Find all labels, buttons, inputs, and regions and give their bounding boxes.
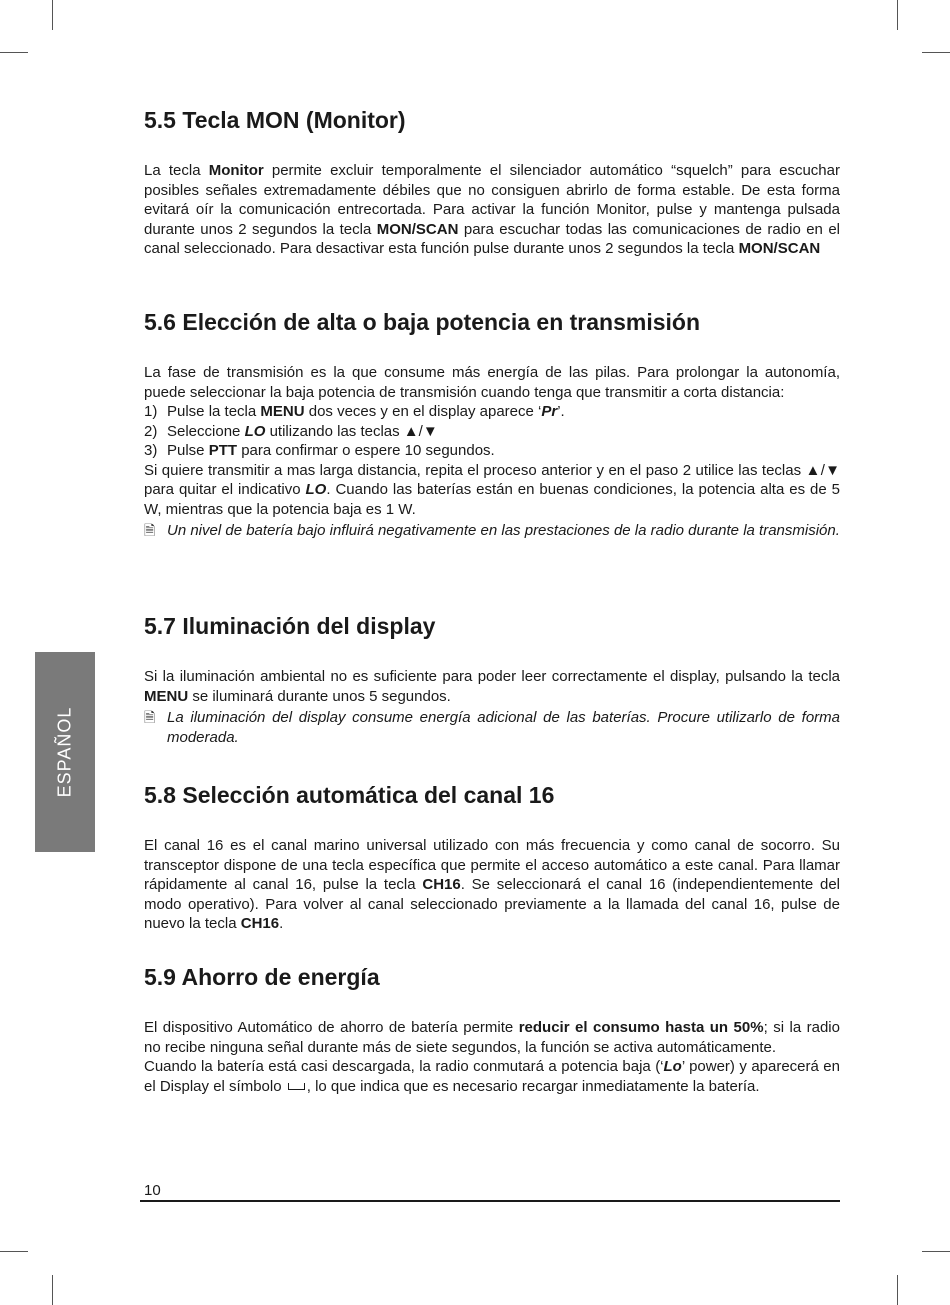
section-title: 5.9 Ahorro de energía	[144, 964, 380, 990]
section-title: 5.8 Selección automática del canal 16	[144, 782, 555, 808]
crop-mark-top-right-h	[922, 52, 950, 53]
crop-mark-bottom-left-h	[0, 1251, 28, 1252]
note	[144, 521, 840, 541]
section-title: 5.5 Tecla MON (Monitor)	[144, 107, 406, 133]
language-side-tab	[35, 652, 95, 852]
section-paragraph: Si quiere transmitir a mas larga distancia, repita el proceso anterior y en el paso 2 utilice las teclas ▲/▼ para quitar el indicativo LO. Cuando las baterías están en buenas condiciones, la potencia alta es de 5 W, mientras que la potencia baja es 1 W.	[144, 461, 840, 518]
section-paragraph: Cuando la batería está casi descargada, la radio conmutará a potencia baja (‘Lo’ power) y aparecerá en el Display el símbolo , lo que indica que es necesario recargar inmediatamente la batería.	[144, 1058, 840, 1095]
section-5-8	[144, 781, 840, 934]
list-item: 1) Pulse la tecla MENU dos veces y en el display aparece ‘Pr’.	[144, 403, 565, 420]
steps-list	[144, 402, 840, 461]
section-paragraph: El dispositivo Automático de ahorro de batería permite reducir el consumo hasta un 50%; si la radio no recibe ninguna señal durante más de siete segundos, la función se activa automáticamente.	[144, 1019, 840, 1056]
crop-mark-top-left-h	[0, 52, 28, 53]
note-page-icon: 🗎	[144, 709, 156, 725]
note-text: Un nivel de batería bajo influirá negativamente en las prestaciones de la radio durante la transmisión.	[167, 522, 840, 539]
note-text: La iluminación del display consume energía adicional de las baterías. Procure utilizarlo de forma moderada.	[167, 709, 840, 746]
section-5-5	[144, 106, 840, 259]
battery-low-icon	[288, 1083, 305, 1090]
page-number: 10	[144, 1182, 161, 1199]
section-5-7	[144, 612, 840, 747]
list-item: 2) Seleccione LO utilizando las teclas ▲/▼	[144, 422, 438, 440]
section-5-9	[144, 963, 840, 1096]
crop-mark-bottom-right-h	[922, 1251, 950, 1252]
language-label: ESPAÑOL	[54, 706, 75, 798]
section-paragraph: La tecla Monitor permite excluir temporalmente el silenciador automático “squelch” para escuchar posibles señales extremadamente débiles que no consiguen abrirlo de forma estable. De esta forma evitará oír la comunicación entrecortada. Para activar la función Monitor, pulse y mantenga pulsada durante unos 2 segundos la tecla MON/SCAN para escuchar todas las comunicaciones de radio en el canal seleccionado. Para desactivar esta función pulse durante unos 2 segundos la tecla MON/SCAN	[144, 162, 841, 257]
section-5-6	[144, 308, 840, 541]
section-title: 5.7 Iluminación del display	[144, 613, 436, 639]
section-paragraph: La fase de transmisión es la que consume más energía de las pilas. Para prolongar la autonomía, puede seleccionar la baja potencia de transmisión cuando tenga que transmitir a corta distancia:	[144, 364, 840, 401]
crop-mark-bottom-right-v	[897, 1275, 898, 1305]
crop-mark-bottom-left-v	[52, 1275, 53, 1305]
footer-rule	[140, 1200, 840, 1202]
section-paragraph: El canal 16 es el canal marino universal utilizado con más frecuencia y como canal de socorro. Su transceptor dispone de una tecla específica que permite el acceso automático a este canal. Para llamar rápidamente al canal 16, pulse la tecla CH16. Se seleccionará el canal 16 (independientemente del modo operativo). Para volver al canal seleccionado previamente a la llamada del canal 16, pulse de nuevo la tecla CH16.	[144, 837, 840, 932]
section-paragraph: Si la iluminación ambiental no es suficiente para poder leer correctamente el display, pulsando la tecla MENU se iluminará durante unos 5 segundos.	[144, 668, 840, 705]
section-title: 5.6 Elección de alta o baja potencia en transmisión	[144, 309, 701, 335]
list-item: 3) Pulse PTT para confirmar o espere 10 segundos.	[144, 442, 495, 459]
note	[144, 708, 840, 747]
crop-mark-top-left-v	[52, 0, 53, 30]
crop-mark-top-right-v	[897, 0, 898, 30]
note-page-icon: 🗎	[144, 522, 156, 538]
